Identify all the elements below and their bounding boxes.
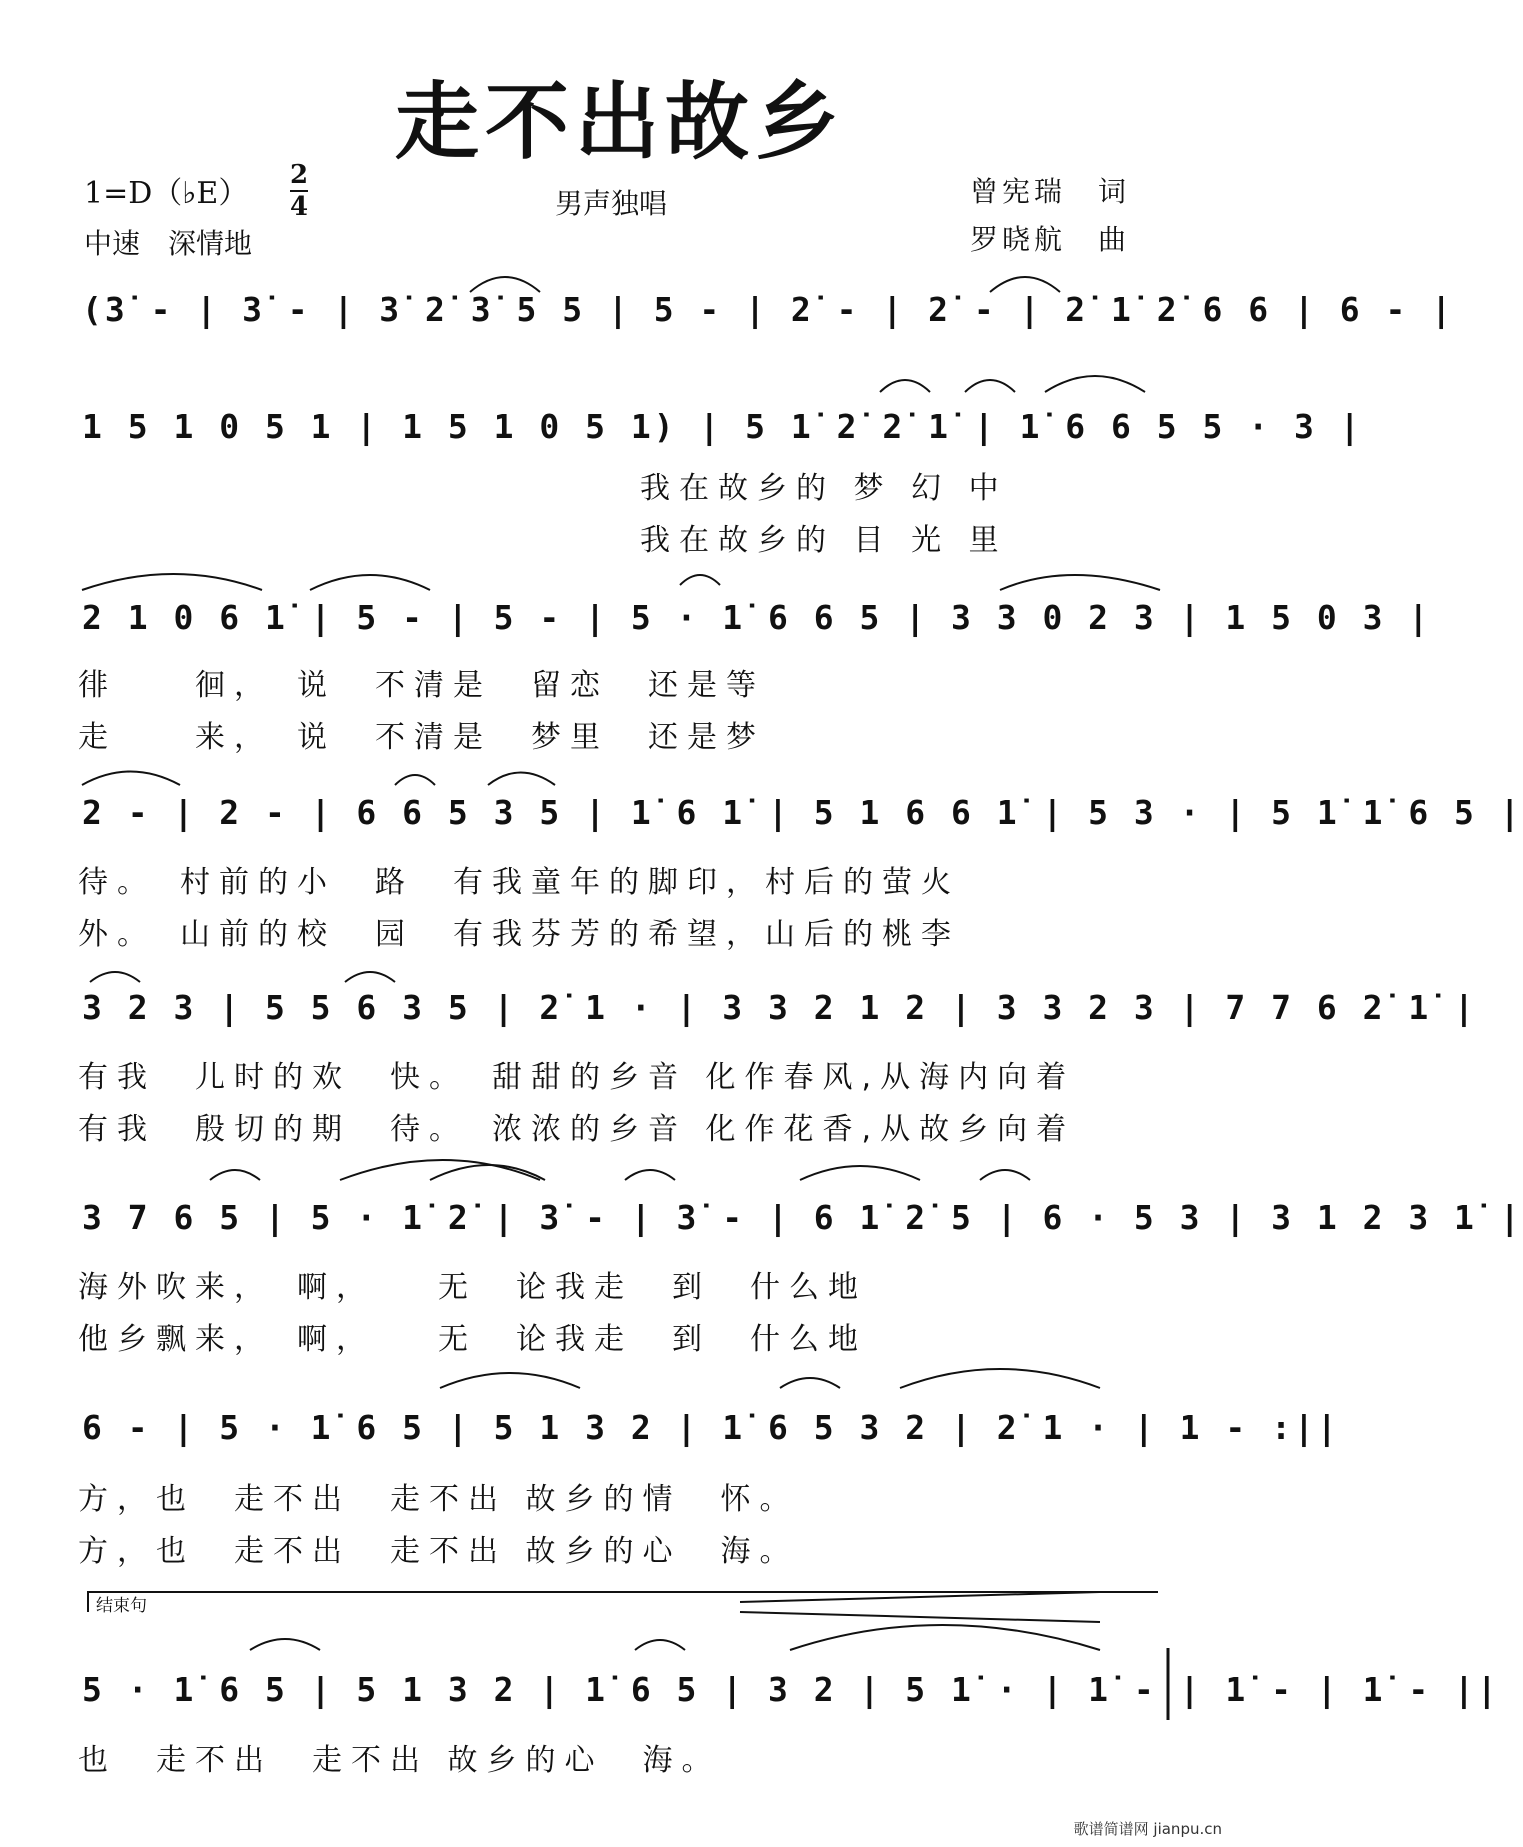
system-6-lyric-2: 他乡飘来， 啊， 无 论我走 到 什么地: [78, 1322, 867, 1357]
system-7-lyric-1: 方，也 走不出 走不出 故乡的情 怀。: [78, 1482, 799, 1517]
slur-18: [625, 1170, 675, 1180]
system-7-notes: 6 - | 5 · 1̇ 6 5 | 5 1 3 2 | 1̇ 6 5 3 2 | 2̇ 1 · | 1 - :||: [82, 1408, 1340, 1447]
composer-credit: 罗晓航 曲: [969, 223, 1130, 256]
system-3-lyric-1: 徘 徊， 说 不清是 留恋 还是等: [78, 668, 765, 703]
slur-3: [880, 380, 930, 392]
slur-2: [990, 277, 1060, 292]
system-4-notes: 2 - | 2 - | 6 6 5 3 5 | 1̇ 6 1̇ | 5 1 6 6 1̇ | 5 3 · | 5 1̇ 1̇ 6 5 |: [82, 793, 1523, 832]
slur-1: [470, 277, 540, 292]
system-8-notes: 5 · 1̇ 6 5 | 5 1 3 2 | 1̇ 6 5 | 3 2 | 5 1̇ · | 1̇ - | 1̇ - | 1̇ - ||: [82, 1670, 1500, 1709]
slur-16: [340, 1160, 540, 1180]
system-3-notes: 2 1 0 6 1̇ | 5 - | 5 - | 5 · 1̇ 6 6 5 | 3 3 0 2 3 | 1 5 0 3 |: [82, 598, 1432, 637]
slur-15: [210, 1170, 260, 1180]
slur-20: [980, 1170, 1030, 1180]
slur-6: [82, 574, 262, 590]
slur-22: [780, 1378, 840, 1388]
slur-25: [635, 1640, 685, 1650]
system-6-lyric-1: 海外吹来， 啊， 无 论我走 到 什么地: [78, 1270, 867, 1305]
system-4-lyric-2: 外。 山前的校 园 有我芬芳的希望，山后的桃李: [78, 917, 960, 952]
slur-14: [345, 972, 395, 982]
slur-12: [488, 773, 555, 786]
slur-17: [430, 1165, 545, 1180]
slur-9: [1000, 575, 1160, 590]
time-signature-top: 2: [290, 160, 309, 190]
slur-11: [395, 775, 435, 785]
slur-7: [310, 575, 430, 590]
slur-10: [82, 772, 180, 786]
tempo-marking: 中速 深情地: [84, 227, 253, 260]
slur-24: [250, 1639, 320, 1650]
crescendo-hairpin: [740, 1592, 1100, 1622]
system-6-notes: 3 7 6 5 | 5 · 1̇ 2̇ | 3̇ - | 3̇ - | 6 1̇ 2̇ 5 | 6 · 5 3 | 3 1 2 3 1̇ |: [82, 1198, 1523, 1237]
system-8-lyric-1: 也 走不出 走不出 故乡的心 海。: [78, 1743, 721, 1778]
ending-label: 结束句: [96, 1596, 147, 1616]
performance-type: 男声独唱: [555, 187, 668, 220]
time-signature-bottom: 4: [290, 192, 309, 222]
system-7-lyric-2: 方，也 走不出 走不出 故乡的心 海。: [78, 1534, 799, 1569]
slur-19: [800, 1166, 920, 1180]
system-3-lyric-2: 走 来， 说 不清是 梦里 还是梦: [78, 720, 765, 755]
site-footer: 歌谱简谱网 jianpu.cn: [1073, 1820, 1222, 1838]
system-2-notes: 1 5 1 0 5 1 | 1 5 1 0 5 1) | 5 1̇ 2̇ 2̇ 1̇ | 1̇ 6 6 5 5 · 3 |: [82, 407, 1363, 446]
slur-13: [90, 972, 140, 982]
system-1-notes: (3̇ - | 3̇ - | 3̇ 2̇ 3̇ 5 5 | 5 - | 2̇ - | 2̇ - | 2̇ 1̇ 2̇ 6 6 | 6 - |: [82, 290, 1455, 329]
slur-21: [440, 1373, 580, 1388]
system-4-lyric-1: 待。 村前的小 路 有我童年的脚印，村后的萤火: [78, 865, 960, 900]
slur-23: [900, 1369, 1100, 1388]
slur-8: [680, 575, 720, 585]
system-2-lyric-2: 我在故乡的 目 光 里: [640, 523, 1008, 558]
lyricist-credit: 曾宪瑞 词: [969, 175, 1130, 208]
system-5-notes: 3 2 3 | 5 5 6 3 5 | 2̇ 1 · | 3 3 2 1 2 | 3 3 2 3 | 7 7 6 2̇ 1̇ |: [82, 988, 1477, 1027]
song-title: 走不出故乡: [394, 72, 845, 171]
system-5-lyric-1: 有我 儿时的欢 快。 甜甜的乡音 化作春风,从海内向着: [78, 1060, 1076, 1095]
slur-5: [1045, 376, 1145, 392]
slur-4: [965, 380, 1015, 392]
system-5-lyric-2: 有我 殷切的期 待。 浓浓的乡音 化作花香,从故乡向着: [78, 1112, 1076, 1147]
system-2-lyric-1: 我在故乡的 梦 幻 中: [640, 471, 1008, 506]
slur-26: [790, 1625, 1100, 1650]
key-signature: 1=D（♭E）: [84, 176, 249, 211]
